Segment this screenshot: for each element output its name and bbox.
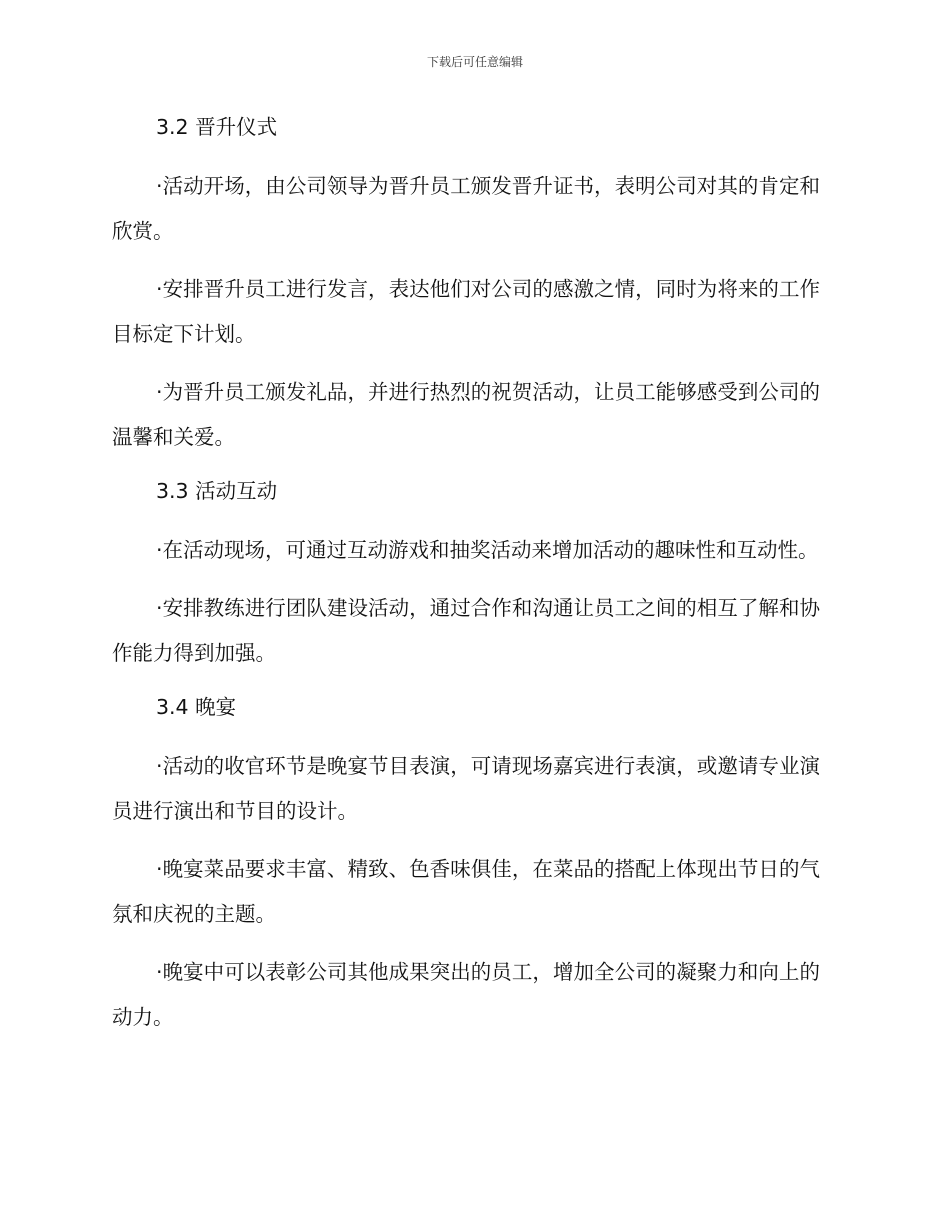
paragraph: ·为晋升员工颁发礼品，并进行热烈的祝贺活动，让员工能够感受到公司的温馨和关爱。 <box>112 380 820 449</box>
document-body <box>112 112 820 1040</box>
section-heading-3-3: 3.3 活动互动 <box>156 479 278 503</box>
paragraph: ·晚宴中可以表彰公司其他成果突出的员工，增加全公司的凝聚力和向上的动力。 <box>112 960 820 1029</box>
page-header: 下载后可任意编辑 <box>426 55 523 69</box>
paragraph: ·在活动现场，可通过互动游戏和抽奖活动来增加活动的趣味性和互动性。 <box>156 538 819 562</box>
section-heading-3-2: 3.2 晋升仪式 <box>156 115 278 139</box>
paragraph: ·活动开场，由公司领导为晋升员工颁发晋升证书，表明公司对其的肯定和欣赏。 <box>112 174 820 243</box>
paragraph: ·安排教练进行团队建设活动，通过合作和沟通让员工之间的相互了解和协作能力得到加强。 <box>112 596 820 665</box>
paragraph: ·晚宴菜品要求丰富、精致、色香味俱佳，在菜品的搭配上体现出节日的气氛和庆祝的主题。 <box>112 857 820 926</box>
section-heading-3-4: 3.4 晚宴 <box>156 695 237 719</box>
paragraph: ·安排晋升员工进行发言，表达他们对公司的感激之情，同时为将来的工作目标定下计划。 <box>112 277 820 346</box>
paragraph: ·活动的收官环节是晚宴节目表演，可请现场嘉宾进行表演，或邀请专业演员进行演出和节目的设计。 <box>112 754 820 823</box>
